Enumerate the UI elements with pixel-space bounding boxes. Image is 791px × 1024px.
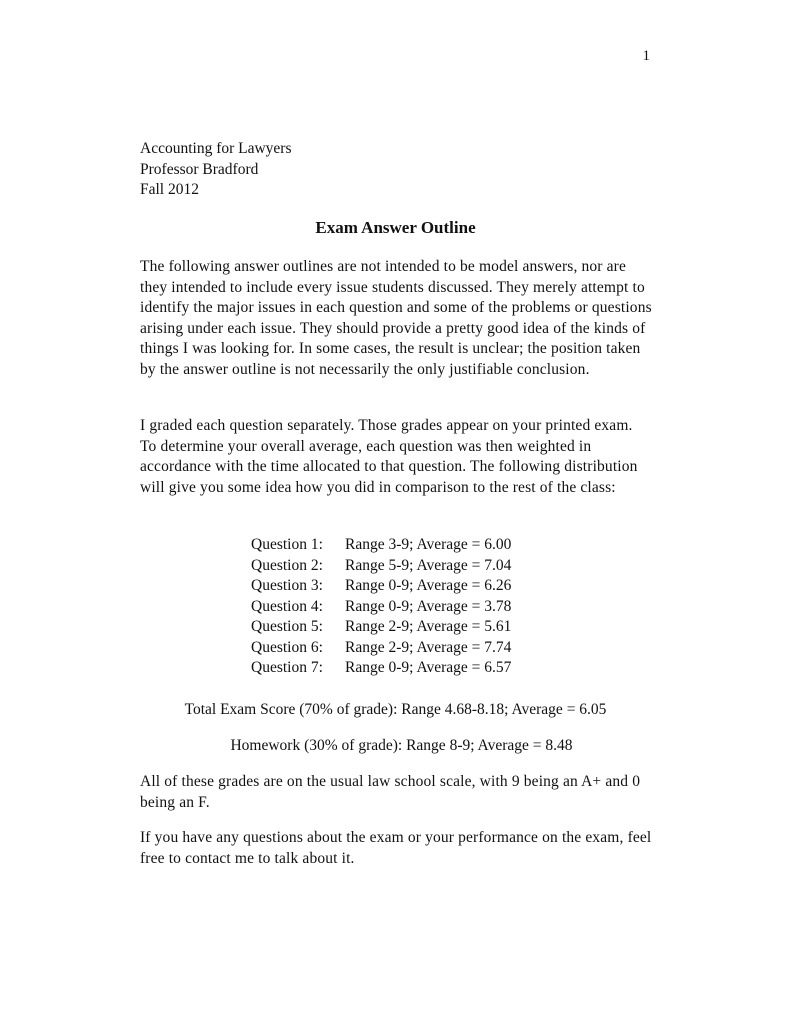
grade-scale-paragraph: All of these grades are on the usual law school scale, with 9 being an A+ and 0 being an F. bbox=[140, 773, 641, 811]
question-label: Question 2: bbox=[251, 556, 323, 574]
question-label: Question 1: bbox=[251, 536, 323, 553]
course-name: Accounting for Lawyers bbox=[140, 140, 292, 157]
question-stats: Range 2-9; Average = 7.74 bbox=[345, 638, 512, 656]
document-title: Exam Answer Outline bbox=[315, 218, 476, 237]
distribution-row bbox=[251, 638, 511, 659]
question-label: Question 7: bbox=[251, 659, 323, 676]
contact-paragraph: If you have any questions about the exam or your performance on the exam, feel free to contact me to talk about it. bbox=[140, 829, 652, 867]
distribution-row bbox=[251, 576, 511, 597]
grade-distribution bbox=[251, 535, 511, 679]
question-label: Question 6: bbox=[251, 638, 323, 656]
homework-score: Homework (30% of grade): Range 8-9; Average = 8.48 bbox=[230, 737, 573, 754]
total-exam-score: Total Exam Score (70% of grade): Range 4.68-8.18; Average = 6.05 bbox=[184, 701, 607, 718]
professor-name: Professor Bradford bbox=[140, 160, 259, 178]
page-number: 1 bbox=[642, 48, 650, 64]
distribution-row bbox=[251, 617, 511, 638]
distribution-row bbox=[251, 556, 511, 577]
question-label: Question 5: bbox=[251, 618, 323, 635]
grading-paragraph: I graded each question separately. Those grades appear on your printed exam. To determine your overall average, each question was then weighted in accordance with the time allocated to that question. The following distribution will give you some idea how you did in comparison to the rest of the class: bbox=[140, 417, 638, 496]
question-stats: Range 0-9; Average = 6.57 bbox=[345, 659, 512, 676]
intro-paragraph: The following answer outlines are not intended to be model answers, nor are they intended to include every issue students discussed. They merely attempt to identify the major issues in each question and some of the problems or questions arising under each issue. They should provide a pretty good idea of the kinds of things I was looking for. In some cases, the result is unclear; the position taken by the answer outline is not necessarily the only justifiable conclusion. bbox=[140, 258, 652, 378]
distribution-row bbox=[251, 535, 511, 556]
question-label: Question 3: bbox=[251, 577, 323, 594]
question-stats: Range 0-9; Average = 3.78 bbox=[345, 597, 512, 615]
question-stats: Range 5-9; Average = 7.04 bbox=[345, 556, 512, 574]
document-header bbox=[140, 139, 292, 201]
question-label: Question 4: bbox=[251, 597, 323, 615]
question-stats: Range 2-9; Average = 5.61 bbox=[345, 618, 512, 635]
question-stats: Range 0-9; Average = 6.26 bbox=[345, 577, 512, 594]
term: Fall 2012 bbox=[140, 181, 199, 198]
distribution-row bbox=[251, 658, 511, 679]
question-stats: Range 3-9; Average = 6.00 bbox=[345, 536, 512, 553]
distribution-row bbox=[251, 597, 511, 618]
